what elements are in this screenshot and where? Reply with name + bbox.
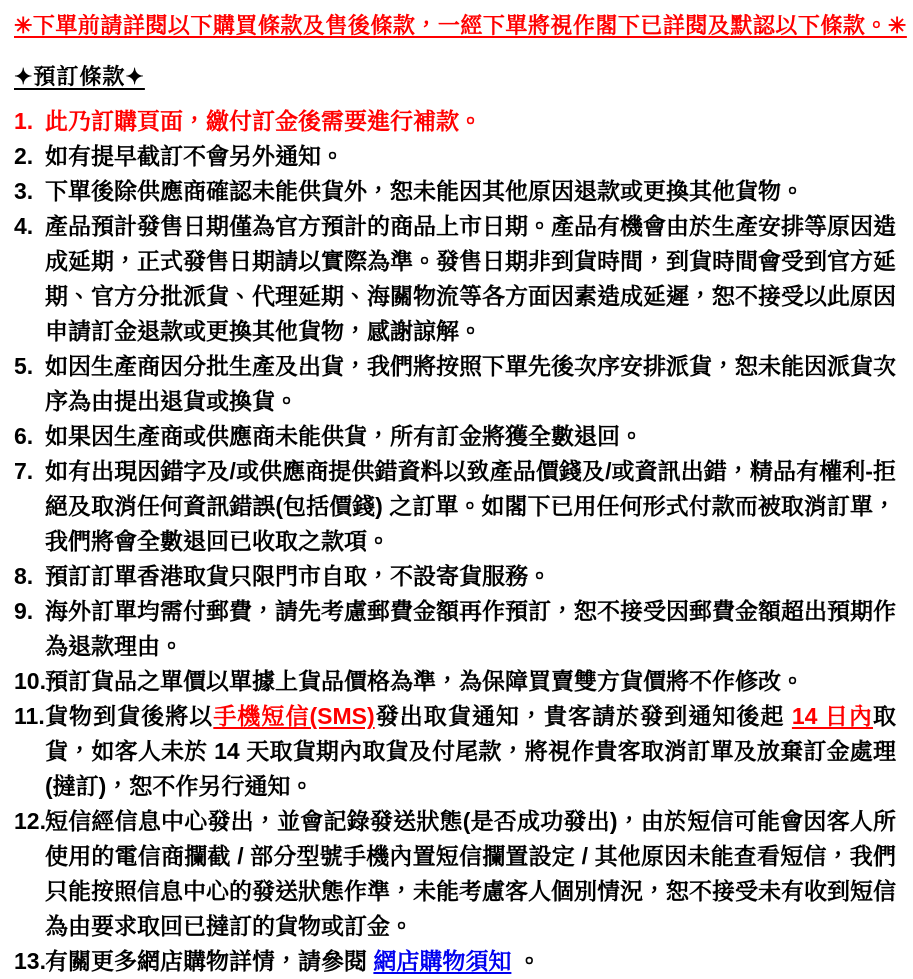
term-part: 貨物到貨後將以: [45, 703, 214, 729]
term-part: 。: [511, 948, 541, 974]
term-part: 如有出現因錯字及/或供應商提供錯資料以致產品價錢及/或資訊出錯，精品有權利-拒絕及取消任何資訊錯誤(包括價錢) 之訂單。如閣下已用任何形式付款而被取消訂單，我們將會全數退回已收取之款項。: [45, 458, 896, 554]
term-item: [14, 209, 896, 349]
term-part: 發出取貨通知，貴客請於發到通知後起: [374, 703, 792, 729]
term-number: 11.: [14, 703, 45, 729]
term-number: 8.: [14, 563, 34, 589]
term-number: 7.: [14, 458, 34, 484]
term-text: [45, 178, 804, 204]
term-item: [14, 139, 896, 174]
term-part: 預訂訂單香港取貨只限門市自取，不設寄貨服務。: [45, 563, 551, 589]
term-item: [14, 174, 896, 209]
term-part: 如因生產商因分批生產及出貨，我們將按照下單先後次序安排派貨，恕未能因派貨次序為由提出退貨或換貨。: [45, 353, 896, 414]
term-text: [45, 108, 482, 134]
term-item: [14, 559, 896, 594]
shop-guide-link[interactable]: 網店購物須知: [373, 948, 512, 974]
preorder-terms-title: ✦預訂條款✦: [14, 64, 145, 89]
red-emphasis-text: 14 日內: [791, 703, 873, 729]
term-number: 12.: [14, 808, 46, 834]
term-item: [14, 944, 896, 979]
term-part: 此乃訂購頁面，繳付訂金後需要進行補款。: [45, 108, 482, 134]
term-part: 海外訂單均需付郵費，請先考慮郵費金額再作預訂，恕不接受因郵費金額超出預期作為退款理由。: [45, 598, 896, 659]
purchase-notice: ✳下單前請詳閱以下購買條款及售後條款，一經下單將視作閣下已詳閱及默認以下條款。✳: [14, 13, 907, 38]
term-text: [45, 423, 643, 449]
term-item: [14, 594, 896, 664]
red-emphasis-text: 手機短信(SMS): [213, 703, 375, 729]
term-part: 短信經信息中心發出，並會記錄發送狀態(是否成功發出)，由於短信可能會因客人所使用的電信商攔截 / 部分型號手機內置短信攔置設定 / 其他原因未能查看短信，我們只能按照信息中心的發送狀態作準，未能考慮客人個別情況，恕不接受未有收到短信為由要求取回已撻訂的貨物或訂金。: [45, 808, 896, 939]
term-item: [14, 664, 896, 699]
term-number: 3.: [14, 178, 34, 204]
term-item: [14, 699, 896, 804]
term-item: [14, 454, 896, 559]
term-number: 6.: [14, 423, 34, 449]
term-text: [45, 458, 896, 554]
term-text: [45, 598, 896, 659]
term-text: [45, 808, 896, 939]
term-text: [45, 353, 896, 414]
term-item: [14, 349, 896, 419]
term-part: 取貨，如客人未於 14 天取貨期內取貨及付尾款，將視作貴客取消訂單及放棄訂金處理(撻訂)，恕不作另行通知。: [45, 703, 896, 799]
term-text: [45, 948, 541, 974]
term-part: 如果因生產商或供應商未能供貨，所有訂金將獲全數退回。: [45, 423, 643, 449]
term-item: [14, 419, 896, 454]
term-number: 5.: [14, 353, 34, 379]
term-text: [45, 213, 896, 344]
term-part: 如有提早截訂不會另外通知。: [45, 143, 344, 169]
term-number: 9.: [14, 598, 34, 624]
term-number: 13.: [14, 948, 46, 974]
term-text: [45, 668, 804, 694]
term-number: 2.: [14, 143, 34, 169]
term-text: [45, 143, 344, 169]
term-text: [45, 703, 896, 799]
term-item: [14, 804, 896, 944]
term-part: 預訂貨品之單價以單據上貨品價格為準，為保障買賣雙方貨價將不作修改。: [45, 668, 804, 694]
term-number: 1.: [14, 108, 34, 134]
term-text: [45, 563, 551, 589]
term-number: 10.: [14, 668, 46, 694]
term-part: 有關更多網店購物詳情，請參閱: [45, 948, 374, 974]
term-number: 4.: [14, 213, 34, 239]
term-item: [14, 104, 896, 139]
term-part: 產品預計發售日期僅為官方預計的商品上市日期。產品有機會由於生產安排等原因造成延期，正式發售日期請以實際為準。發售日期非到貨時間，到貨時間會受到官方延期、官方分批派貨、代理延期、海關物流等各方面因素造成延遲，恕不接受以此原因申請訂金退款或更換其他貨物，感謝諒解。: [45, 213, 896, 344]
term-part: 下單後除供應商確認未能供貨外，恕未能因其他原因退款或更換其他貨物。: [45, 178, 804, 204]
terms-list: [14, 104, 896, 979]
